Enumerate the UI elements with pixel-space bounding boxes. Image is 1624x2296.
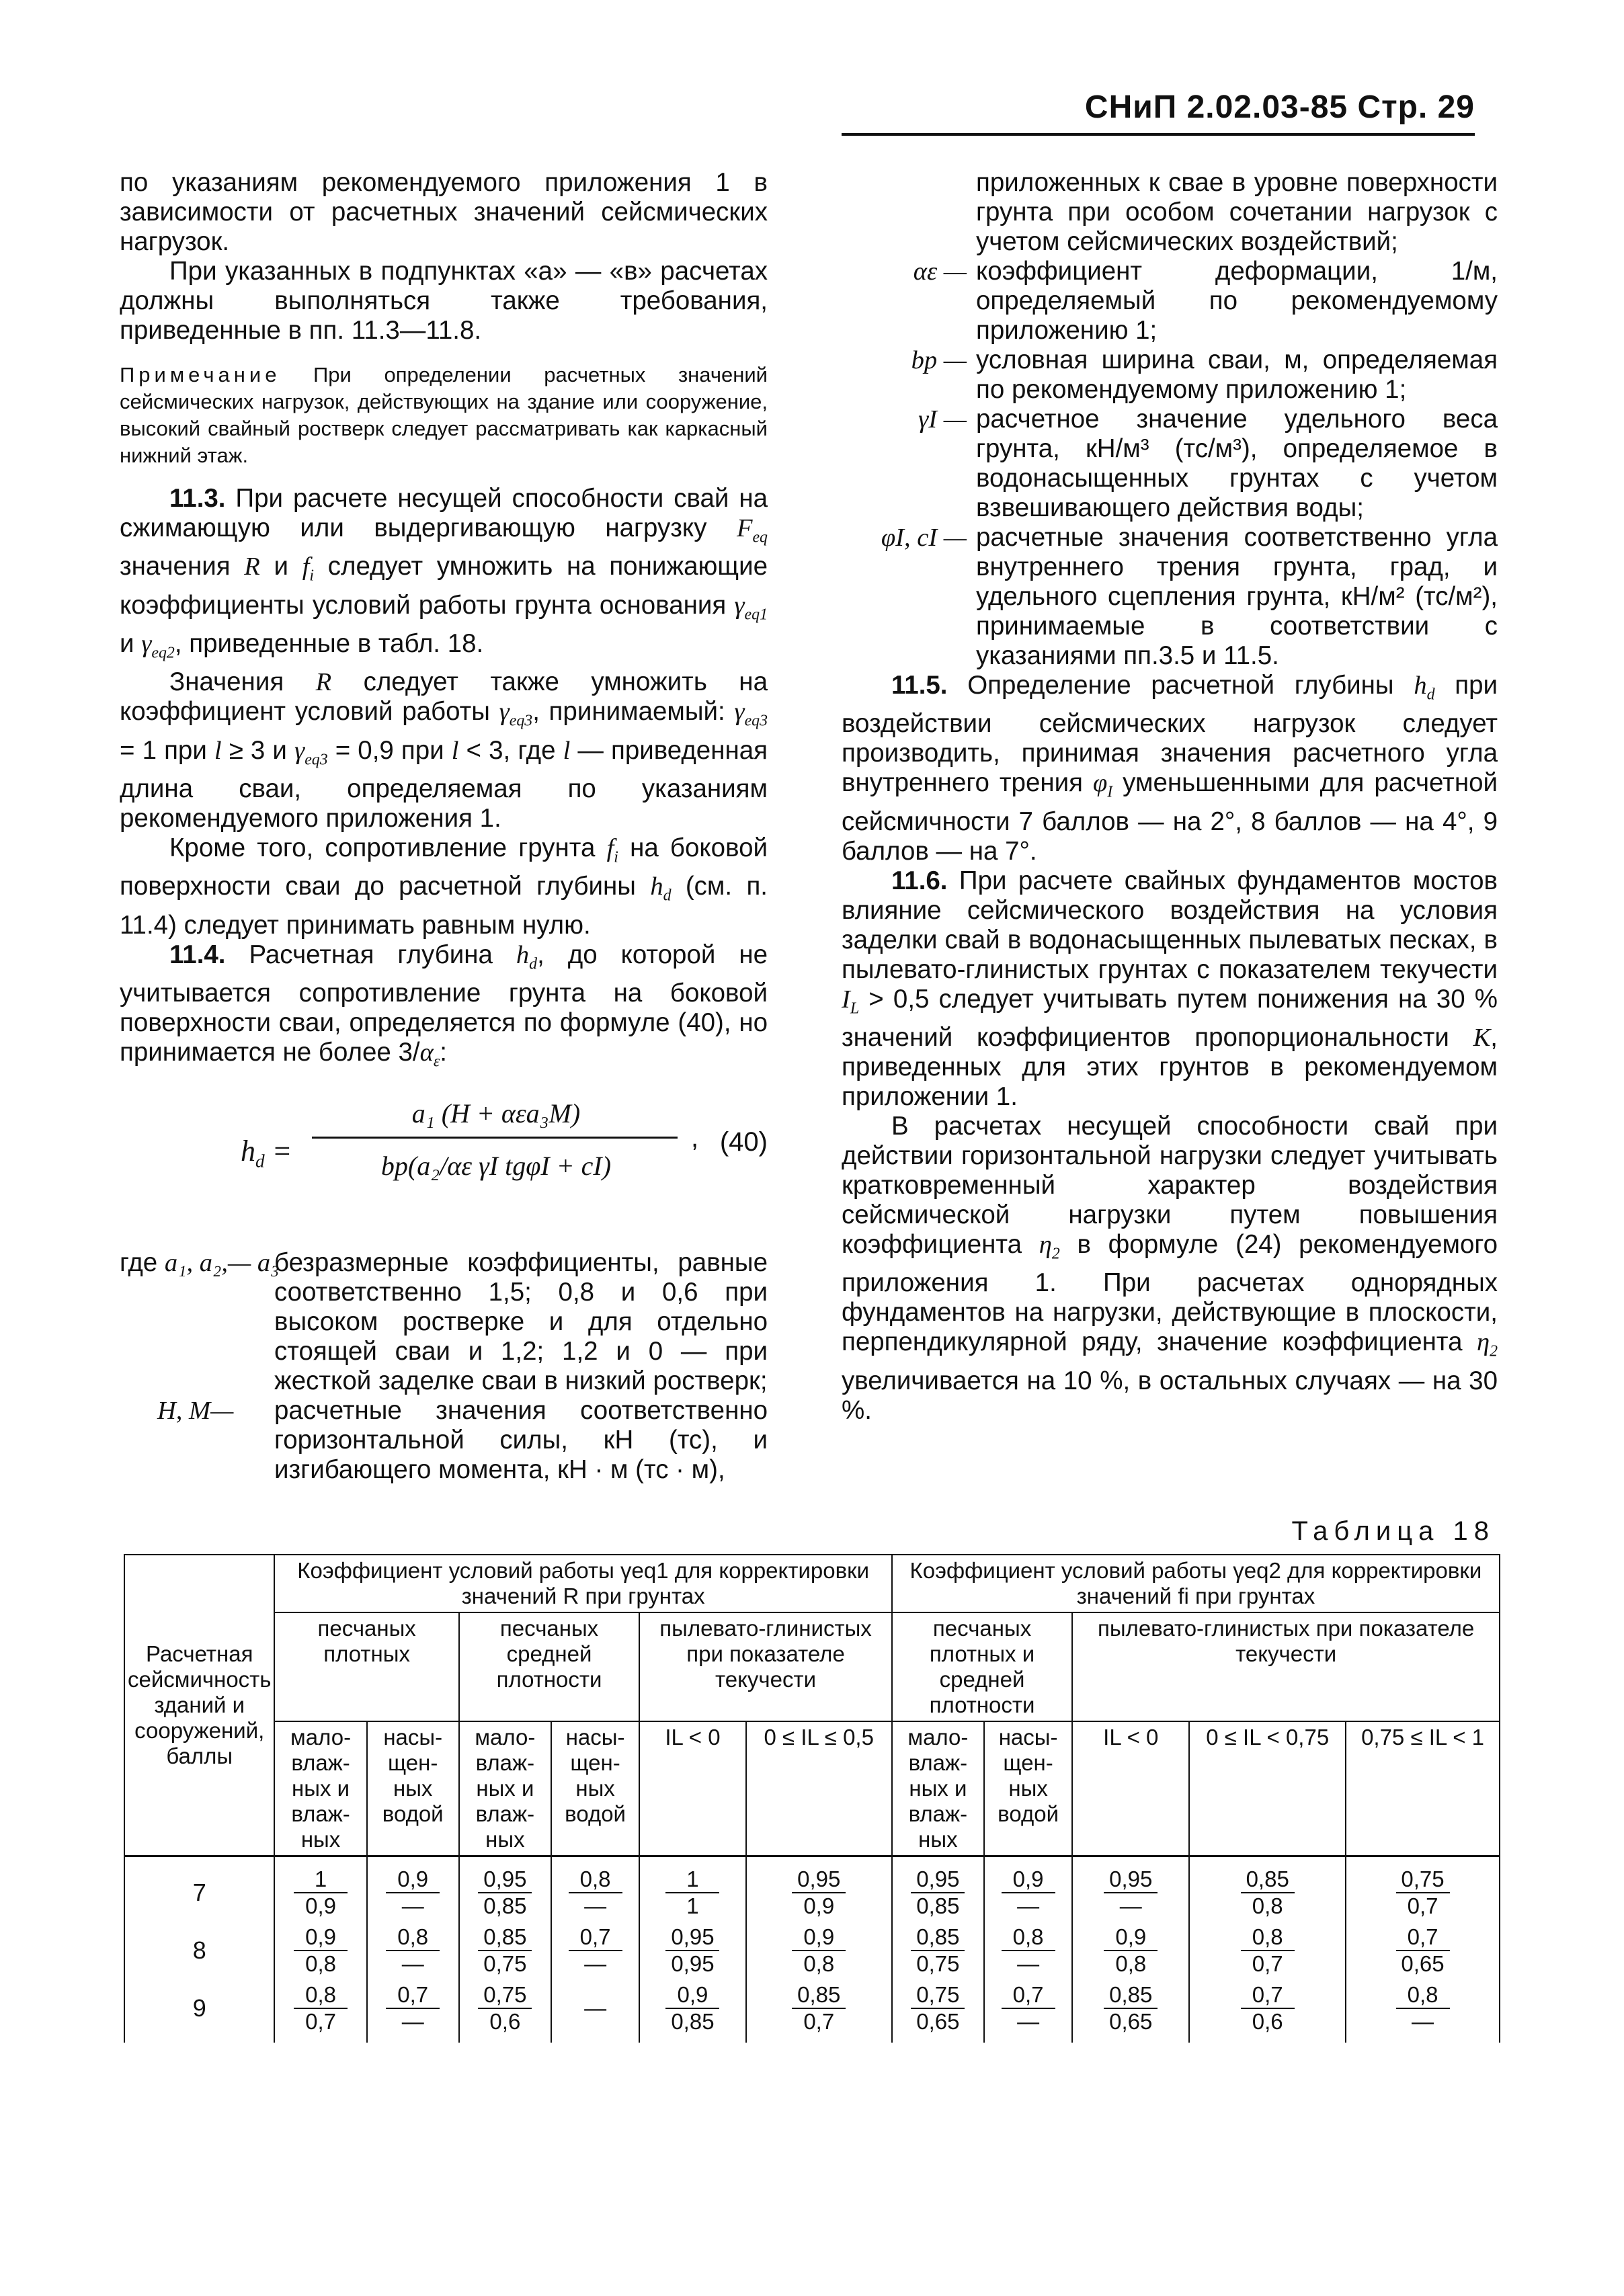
fraction-numerator: 0,8 — [1002, 1924, 1055, 1951]
fraction — [792, 1924, 846, 1977]
fraction-denominator: 0,8 — [803, 1951, 835, 1976]
table-column-header: насы-щен-ных водой — [984, 1721, 1072, 1856]
fraction-denominator: 0,65 — [916, 2009, 960, 2034]
fraction — [792, 1982, 846, 2035]
definition-text: условная ширина сваи, м, определяемая по рекомендуемому приложению 1; — [976, 345, 1498, 404]
definition-continuation: приложенных к свае в уровне поверхности грунта при особом сочетании нагрузок с учетом сейсмических воздействий; — [976, 168, 1498, 256]
fraction-numerator: 0,95 — [911, 1867, 965, 1893]
table-column-header: 0,75 ≤ IL < 1 — [1346, 1721, 1500, 1856]
fraction-numerator: 0,85 — [792, 1982, 846, 2009]
formula-denominator: bp(a₂/αε γI tgφI + cI) — [380, 1151, 612, 1182]
definition-symbol: φI, cI — — [881, 524, 967, 552]
fraction-numerator: 0,95 — [1104, 1867, 1158, 1893]
fraction — [1396, 1982, 1450, 2035]
table-column-header: мало-влаж-ных и влаж-ных — [459, 1721, 551, 1856]
table-cell — [459, 1979, 551, 2043]
table-cell — [746, 1979, 892, 2043]
fraction — [665, 1982, 719, 2035]
fraction-denominator: — — [401, 1951, 424, 1976]
table-cell — [892, 1979, 984, 2043]
fraction-bar — [312, 1137, 678, 1139]
fraction-denominator: 0,65 — [1109, 2009, 1153, 2034]
fraction — [569, 1867, 622, 1919]
table-cell — [892, 1922, 984, 1979]
fraction-numerator: 0,7 — [1396, 1924, 1450, 1951]
fraction — [911, 1982, 965, 2035]
fraction — [1104, 1982, 1158, 2035]
definition-symbol: H, M— — [157, 1397, 234, 1426]
fraction — [1241, 1924, 1295, 1977]
formula-number: (40) — [719, 1127, 768, 1157]
definition — [842, 405, 1498, 523]
clause-number: 11.3. — [169, 484, 226, 513]
clause-11-5: 11.5. Определение расчетной глубины $h_d$ при воздействии сейсмических нагрузок следует производить, принимая значения расчетного угла внутреннего трения $\varphi_I$ уменьшенными для расчетной сейсмичности 7 баллов — на 2°, 8 баллов — на 4°, 9 баллов — на 7°. — [842, 671, 1498, 866]
fraction — [1241, 1982, 1295, 2035]
table-cell — [367, 1856, 459, 1922]
table-row — [124, 1979, 1500, 2043]
definition — [842, 345, 1498, 405]
fraction — [911, 1924, 965, 1977]
fraction — [1241, 1867, 1295, 1919]
definition — [842, 257, 1498, 345]
fraction — [1104, 1867, 1158, 1919]
fraction-denominator: 0,75 — [483, 1951, 527, 1976]
fraction-denominator: 0,6 — [1252, 2009, 1283, 2034]
clause-number: 11.4. — [169, 940, 226, 969]
fraction-numerator: 1 — [665, 1867, 719, 1893]
fraction — [792, 1867, 846, 1919]
table-row — [124, 1922, 1500, 1979]
page-header: СНиП 2.02.03-85 Стр. 29 — [1084, 89, 1475, 125]
table-cell — [984, 1922, 1072, 1979]
fraction-numerator: 0,8 — [1241, 1924, 1295, 1951]
fraction-numerator: 0,75 — [1396, 1867, 1450, 1893]
note-label: Примечание — [120, 363, 281, 386]
fraction-denominator: 0,8 — [1252, 1893, 1283, 1918]
table-cell — [1189, 1922, 1346, 1979]
table-cell — [551, 1979, 639, 2043]
table-subheader: песчаных плотных — [274, 1612, 458, 1721]
fraction-denominator: — — [1017, 1951, 1040, 1976]
row-label: 7 — [124, 1856, 274, 1922]
fraction-numerator: 1 — [294, 1867, 348, 1893]
table-cell — [274, 1979, 366, 2043]
fraction-denominator: 0,6 — [489, 2009, 521, 2034]
paragraph: по указаниям рекомендуемого приложения 1 в зависимости от расчетных значений сейсмических нагрузок. — [120, 168, 768, 256]
fraction — [1002, 1982, 1055, 2035]
clause-number: 11.6. — [891, 866, 948, 895]
fraction-denominator: 0,65 — [1401, 1951, 1445, 1976]
note-text: При определении расчетных значений сейсмических нагрузок, действующих на здание или сооружение, высокий свайный ростверк следует рассматривать как каркасный нижний этаж. — [120, 363, 768, 467]
fraction — [386, 1867, 440, 1919]
definition-symbol: γI — — [918, 405, 967, 434]
table-cell — [1072, 1979, 1189, 2043]
table-subheader: песчаных средней плотности — [459, 1612, 639, 1721]
paragraph: Кроме того, сопротивление грунта $f_i$ на боковой поверхности сваи до расчетной глубины $h_d$ (см. п. 11.4) следует принимать равным нулю. — [120, 833, 768, 940]
table-column-header: 0 ≤ IL ≤ 0,5 — [746, 1721, 892, 1856]
table-cell — [459, 1856, 551, 1922]
fraction-denominator: 0,9 — [803, 1893, 835, 1918]
definition-text: безразмерные коэффициенты, равные соответственно 1,5; 0,8 и 0,6 при высоком ростверке и для отдельно стоящей сваи и 1,2; 1,2 и 0 — при жесткой заделке сваи в низкий ростверк; — [274, 1248, 768, 1396]
definition-symbol: где a₁, a₂,— a₃ — [120, 1248, 280, 1278]
table-column-header: 0 ≤ IL < 0,75 — [1189, 1721, 1346, 1856]
fraction-numerator: 0,85 — [1104, 1982, 1158, 2009]
fraction-denominator: 0,7 — [803, 2009, 835, 2034]
fraction-denominator: 0,9 — [305, 1893, 336, 1918]
fraction-numerator: 0,8 — [569, 1867, 622, 1893]
fraction-numerator: 0,7 — [386, 1982, 440, 2009]
fraction — [1104, 1924, 1158, 1977]
paragraph: Значения R следует также умножить на коэффициент условий работы $\gamma_{eq3}$, принимаемый: $\gamma_{eq3} = 1$ при l ≥ 3 и $\gamma_{eq3} = 0,9$ при l < 3, где l — приведенная длина сваи, определяемая по указаниям рекомендуемого приложения 1. — [120, 667, 768, 833]
fraction-denominator: — — [1017, 1893, 1040, 1918]
fraction-numerator: 0,95 — [665, 1924, 719, 1951]
fraction-numerator: 0,8 — [294, 1982, 348, 2009]
definition — [842, 523, 1498, 671]
table-cell — [459, 1922, 551, 1979]
table-cell — [274, 1856, 366, 1922]
fraction-numerator: 0,9 — [1104, 1924, 1158, 1951]
fraction-denominator: 1 — [686, 1893, 699, 1918]
table-leaf-header-row — [124, 1721, 1500, 1856]
table-cell — [639, 1979, 745, 2043]
fraction — [1396, 1867, 1450, 1919]
fraction-denominator: 0,7 — [305, 2009, 336, 2034]
fraction-numerator: 0,9 — [665, 1982, 719, 2009]
fraction-denominator: 0,7 — [1407, 1893, 1438, 1918]
fraction-numerator: 0,7 — [1002, 1982, 1055, 2009]
table-cell — [551, 1922, 639, 1979]
fraction-denominator: — — [401, 1893, 424, 1918]
table-cell — [984, 1979, 1072, 2043]
fraction — [1002, 1867, 1055, 1919]
fraction-numerator: 0,95 — [478, 1867, 532, 1893]
table-column-header: насы-щен-ных водой — [367, 1721, 459, 1856]
clause-11-4: 11.4. Расчетная глубина $h_d$, до которой не учитывается сопротивление грунта на боковой поверхности сваи, определяется по формуле (40), но принимается не более $3/\alpha_\varepsilon$: — [120, 940, 768, 1071]
header-rule — [842, 133, 1475, 136]
fraction-numerator: 0,85 — [1241, 1867, 1295, 1893]
cell-value: — — [584, 1996, 607, 2020]
fraction — [478, 1867, 532, 1919]
table-subheader: пылевато-глинистых при показателе текучести — [1072, 1612, 1500, 1721]
table-cell — [1346, 1922, 1500, 1979]
fraction — [386, 1982, 440, 2035]
fraction — [294, 1982, 348, 2035]
definition-symbol: αε — — [913, 257, 967, 286]
table-cell — [551, 1856, 639, 1922]
table-column-header: насы-щен-ных водой — [551, 1721, 639, 1856]
fraction — [478, 1982, 532, 2035]
fraction — [1002, 1924, 1055, 1977]
fraction — [294, 1867, 348, 1919]
fraction-denominator: 0,8 — [1115, 1951, 1147, 1976]
table-caption: Таблица 18 — [1291, 1516, 1495, 1546]
table-group-header: Коэффициент условий работы γeq1 для корректировки значений R при грунтах — [274, 1555, 891, 1612]
fraction — [294, 1924, 348, 1977]
table-18 — [124, 1554, 1500, 2043]
table-cell — [639, 1856, 745, 1922]
formula-lhs: $h_d$ = — [241, 1135, 292, 1172]
table-cell — [746, 1922, 892, 1979]
definition-text: коэффициент деформации, 1/м, определяемый по рекомендуемому приложению 1; — [976, 257, 1498, 345]
formula-comma: , — [691, 1123, 699, 1153]
table-column-header: мало-влаж-ных и влаж-ных — [274, 1721, 366, 1856]
fraction-numerator: 0,8 — [386, 1924, 440, 1951]
table-group-header: Коэффициент условий работы γeq2 для корректировки значений fi при грунтах — [892, 1555, 1500, 1612]
table-cell — [984, 1856, 1072, 1922]
table-body — [124, 1856, 1500, 2043]
fraction — [478, 1924, 532, 1977]
definition-text: расчетные значения соответственно горизонтальной силы, кН (тс), и изгибающего момента, кН · м (тс · м), — [274, 1396, 768, 1485]
table-column-header: IL < 0 — [639, 1721, 745, 1856]
table-cell — [892, 1856, 984, 1922]
fraction — [665, 1924, 719, 1977]
paragraph: При указанных в подпунктах «а» — «в» расчетах должны выполняться также требования, приведенные в пп. 11.3—11.8. — [120, 257, 768, 345]
fraction-denominator: 0,7 — [1252, 1951, 1283, 1976]
table-cell — [1346, 1856, 1500, 1922]
clause-number: 11.5. — [891, 671, 948, 700]
fraction-denominator: — — [584, 1893, 607, 1918]
definition — [120, 1248, 768, 1396]
table-subheader: пылевато-глинистых при показателе текучести — [639, 1612, 892, 1721]
clause-11-3: 11.3. При расчете несущей способности свай на сжимающую или выдергивающую нагрузку $F_{eq}$ значения R и $f_i$ следует умножить на понижающие коэффициенты условий работы грунта основания $\gamma_{eq1}$ и $\gamma_{eq2}$, приведенные в табл. 18. — [120, 484, 768, 662]
table-cell — [367, 1979, 459, 2043]
fraction — [1396, 1924, 1450, 1977]
left-column — [120, 168, 768, 1485]
fraction-denominator: 0,85 — [916, 1893, 960, 1918]
note — [120, 362, 768, 469]
table-cell — [1189, 1979, 1346, 2043]
formula-numerator: a₁ (H + αεa₃M) — [411, 1098, 581, 1129]
table-column-header: IL < 0 — [1072, 1721, 1189, 1856]
fraction-denominator: 0,8 — [305, 1951, 336, 1976]
fraction-denominator: — — [1017, 2009, 1040, 2034]
table-column-header: мало-влаж-ных и влаж-ных — [892, 1721, 984, 1856]
table-cell — [1189, 1856, 1346, 1922]
fraction-denominator: — — [584, 1951, 607, 1976]
fraction-denominator: 0,75 — [916, 1951, 960, 1976]
row-label: 9 — [124, 1979, 274, 2043]
fraction — [911, 1867, 965, 1919]
fraction-numerator: 0,7 — [1241, 1982, 1295, 2009]
table-cell — [274, 1922, 366, 1979]
table-cell — [639, 1922, 745, 1979]
fraction-denominator: 0,85 — [483, 1893, 527, 1918]
fraction — [665, 1867, 719, 1919]
formula-40 — [120, 1094, 768, 1228]
table-cell — [1072, 1922, 1189, 1979]
fraction-numerator: 0,9 — [1002, 1867, 1055, 1893]
fraction-denominator: — — [401, 2009, 424, 2034]
fraction — [569, 1924, 622, 1977]
table-subheader: песчаных плотных и средней плотности — [892, 1612, 1072, 1721]
definition-symbol: bp — — [911, 346, 967, 374]
definition — [120, 1396, 768, 1485]
fraction-numerator: 0,9 — [294, 1924, 348, 1951]
fraction-numerator: 0,95 — [792, 1867, 846, 1893]
fraction-numerator: 0,75 — [911, 1982, 965, 2009]
fraction-denominator: — — [1412, 2009, 1434, 2034]
table-cell — [1346, 1979, 1500, 2043]
paragraph: В расчетах несущей способности свай при действии горизонтальной нагрузки следует учитывать кратковременный характер воздействия сейсмической нагрузки путем повышения коэффициента $\eta_2$ в формуле (24) рекомендуемого приложения 1. При расчетах однорядных фундаментов на нагрузки, действующие в плоскости, перпендикулярной ряду, значение коэффициента $\eta_2$ увеличивается на 10 %, в остальных случаях — на 30 %. — [842, 1112, 1498, 1425]
table-cell — [1072, 1856, 1189, 1922]
fraction-numerator: 0,9 — [792, 1924, 846, 1951]
table-row-header: Расчетная сейсмичность зданий и сооружений, баллы — [124, 1555, 274, 1856]
definition-text: расчетные значения соответственно угла внутреннего трения грунта, град, и удельного сцепления грунта, кН/м² (тс/м²), принимаемые в соответствии с указаниями пп.3.5 и 11.5. — [976, 523, 1498, 670]
table-cell — [746, 1856, 892, 1922]
row-label: 8 — [124, 1922, 274, 1979]
fraction-numerator: 0,8 — [1396, 1982, 1450, 2009]
fraction-denominator: — — [1119, 1893, 1142, 1918]
fraction-numerator: 0,85 — [911, 1924, 965, 1951]
fraction-denominator: 0,95 — [671, 1951, 715, 1976]
clause-11-6: 11.6. При расчете свайных фундаментов мостов влияние сейсмического воздействия на условия заделки свай в водонасыщенных пылеватых песках, в пылевато-глинистых грунтах с показателем текучести $I_L > 0,5$ следует учитывать путем понижения на 30 % значений коэффициентов пропорциональности K, приведенных для этих грунтов в рекомендуемом приложении 1. — [842, 866, 1498, 1112]
definition-text: расчетное значение удельного веса грунта, кН/м³ (тс/м³), определяемое в водонасыщенных грунтах с учетом взвешивающего действия воды; — [976, 405, 1498, 522]
fraction-numerator: 0,75 — [478, 1982, 532, 2009]
table-cell — [367, 1922, 459, 1979]
fraction-denominator: 0,85 — [671, 2009, 715, 2034]
fraction — [386, 1924, 440, 1977]
right-column — [842, 168, 1498, 1426]
table-row — [124, 1856, 1500, 1922]
fraction-numerator: 0,9 — [386, 1867, 440, 1893]
fraction-numerator: 0,85 — [478, 1924, 532, 1951]
fraction-numerator: 0,7 — [569, 1924, 622, 1951]
